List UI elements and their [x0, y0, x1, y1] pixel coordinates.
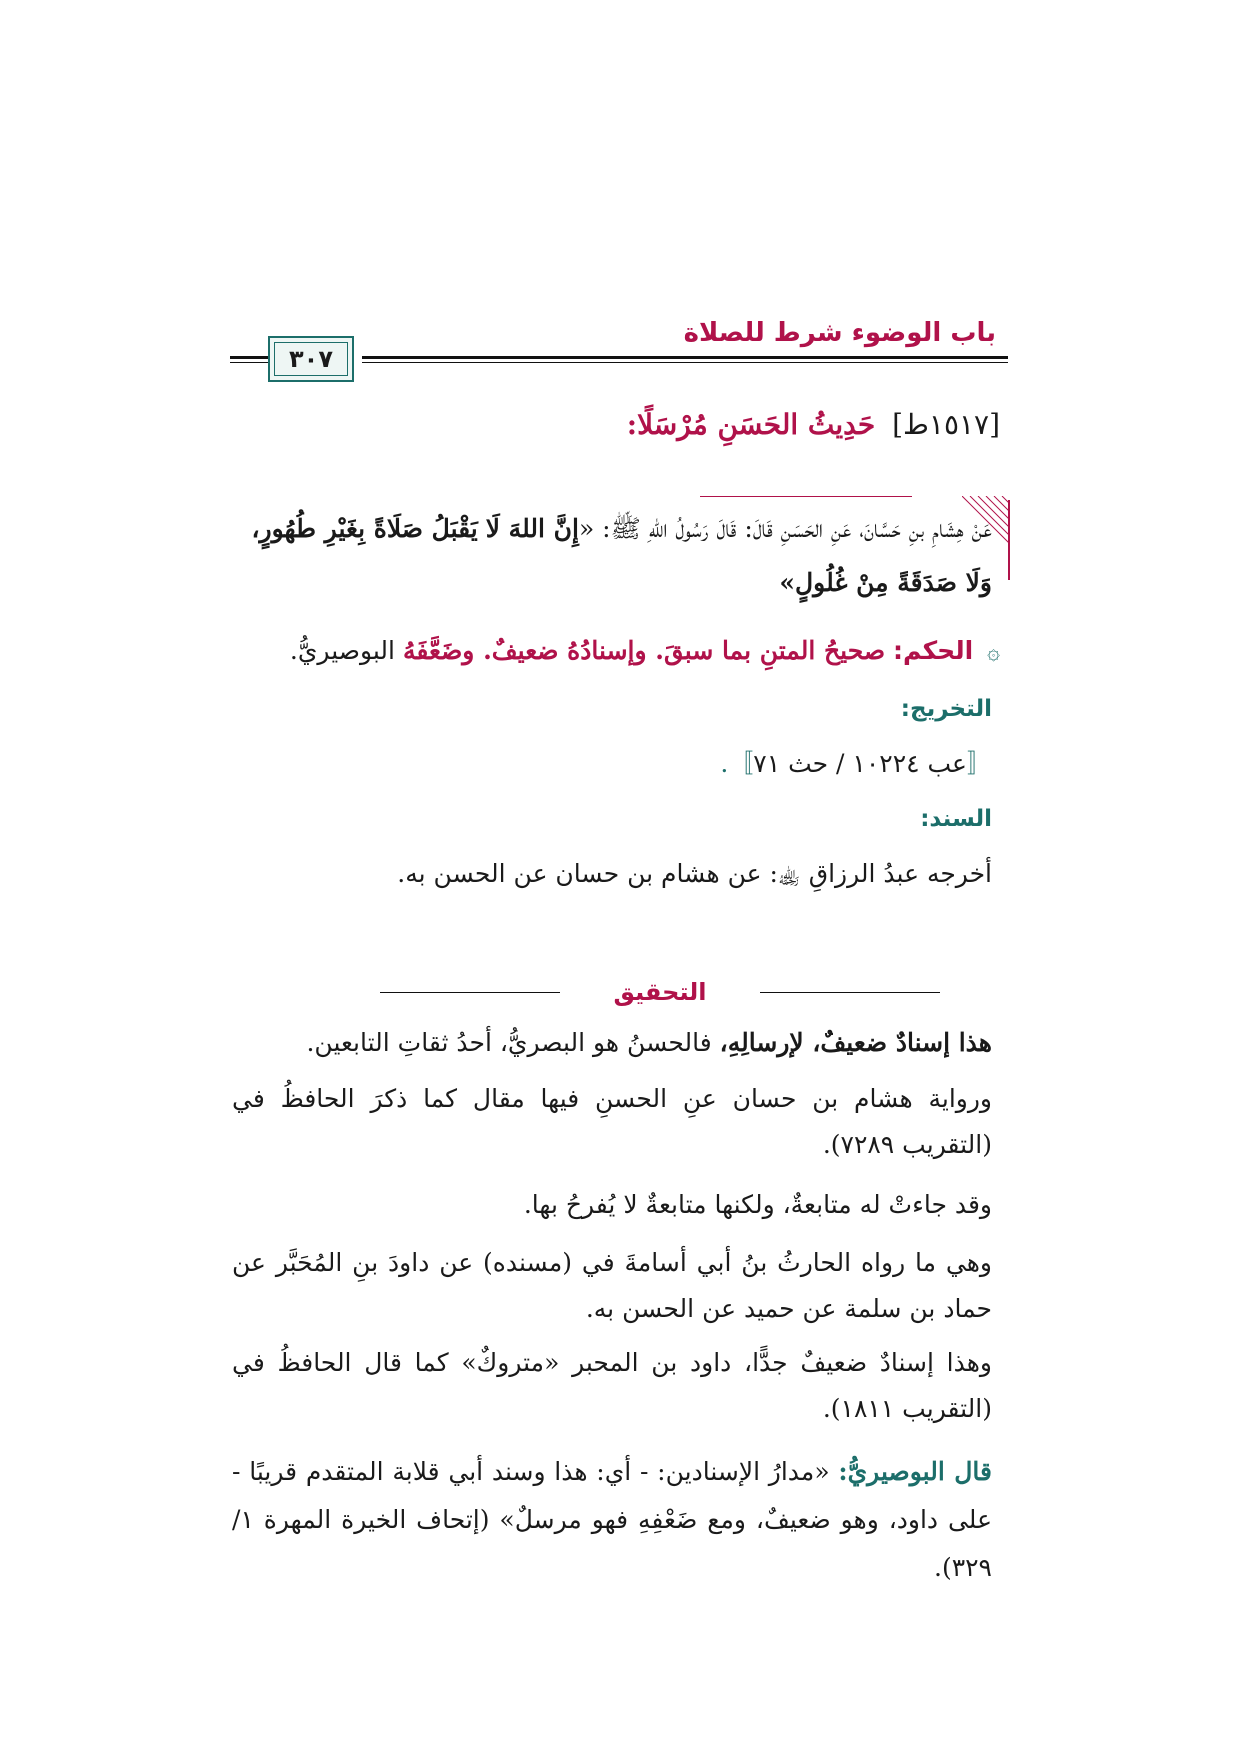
- takhrij-text: عب ١٠٢٢٤ / حث ٧١: [753, 749, 967, 778]
- hadith-title: حَدِيثُ الحَسَنِ مُرْسَلًا:: [626, 408, 876, 441]
- ruling-label: الحكم:: [893, 636, 974, 665]
- paragraph-5: وهذا إسنادٌ ضعيفٌ جدًّا، داود بن المحبر «متروكٌ» كما قال الحافظُ في (التقريب ١٨١١).: [232, 1348, 992, 1423]
- hadith-matn-line2: يَقْبَلُ صَلَاةً بِغَيْرِ طُهُورٍ، وَلَا صَدَقَةً مِنْ غُلُولٍ: [251, 514, 992, 597]
- ruling-value: صحيحُ المتنِ بما سبقَ. وإسنادُهُ ضعيفٌ. وضَعَّفَهُ: [402, 636, 886, 665]
- sanad-label: السند:: [920, 806, 992, 832]
- paragraph-1: [306, 1028, 992, 1057]
- header-rule-left-thin: [230, 362, 268, 363]
- page-number: ٣٠٧: [289, 345, 333, 373]
- chapter-title: باب الوضوء شرط للصلاة: [683, 318, 996, 348]
- hadith-text: [222, 502, 992, 610]
- takhrij-reference: [720, 744, 992, 780]
- hadith-close-quote: »: [779, 568, 795, 597]
- tahqiq-label: التحقيق: [613, 978, 707, 1006]
- paragraph-1-rest: فالحسنُ هو البصريُّ، أحدُ ثقاتِ التابعين.: [306, 1028, 720, 1057]
- paragraph-3: وقد جاءتْ له متابعةٌ، ولكنها متابعةٌ لا يُفرحُ بها.: [523, 1190, 992, 1219]
- close-bracket: 〛.: [720, 749, 754, 778]
- page-number-frame: [268, 336, 354, 382]
- tahqiq-divider: [380, 978, 940, 1008]
- ruling-tail: البوصيريُّ.: [289, 636, 395, 665]
- hadith-isnad: عَنْ هِشَامِ بنِ حَسَّانَ، عَنِ الحَسَنِ قَالَ: قَالَ رَسُولُ اللهِ ﷺ: «: [578, 514, 992, 543]
- paragraph-6-rest: «مدارُ الإسنادين: - أي: هذا وسند أبي قلابة المتقدم قريبًا - على داود، وهو ضعيفٌ، ومع ضَعْفِهِ فهو مرسلٌ» (إتحاف الخيرة المهرة ١/ ٣٢٩).: [232, 1457, 992, 1582]
- paragraph-6: [232, 1448, 992, 1592]
- hadith-number: [١٥١٧ط]: [892, 408, 1000, 441]
- sanad-text: أخرجه عبدُ الرزاقِ ﵀: عن هشام بن حسان عن الحسن به.: [397, 859, 992, 888]
- hadith-frame-top: [700, 496, 912, 497]
- header-rule-thin: [362, 362, 1008, 363]
- takhrij-label: التخريج:: [900, 696, 992, 722]
- paragraph-4: وهي ما رواه الحارثُ بنُ أبي أسامةَ في (مسنده) عن داودَ بنِ المُحَبَّر عن حماد بن سلمة عن حميد عن الحسن به.: [232, 1248, 992, 1323]
- open-bracket: 〚: [966, 749, 992, 778]
- flower-icon: ۞: [987, 640, 1000, 665]
- hadith-matn-line1: إِنَّ اللهَ لَا: [485, 514, 579, 543]
- header-rule-left: [230, 356, 268, 359]
- ruling: [290, 636, 1000, 665]
- hadith-heading: [627, 408, 1000, 441]
- header-rule: [362, 356, 1008, 359]
- hadith-frame-side: [1008, 500, 1010, 580]
- paragraph-2: ورواية هشام بن حسان عنِ الحسنِ فيها مقال كما ذكرَ الحافظُ في (التقريب ٧٢٨٩).: [232, 1084, 992, 1159]
- paragraph-6-label: قال البوصيريُّ:: [838, 1457, 992, 1486]
- paragraph-1-bold: هذا إسنادٌ ضعيفٌ، لإرسالِهِ،: [719, 1028, 992, 1057]
